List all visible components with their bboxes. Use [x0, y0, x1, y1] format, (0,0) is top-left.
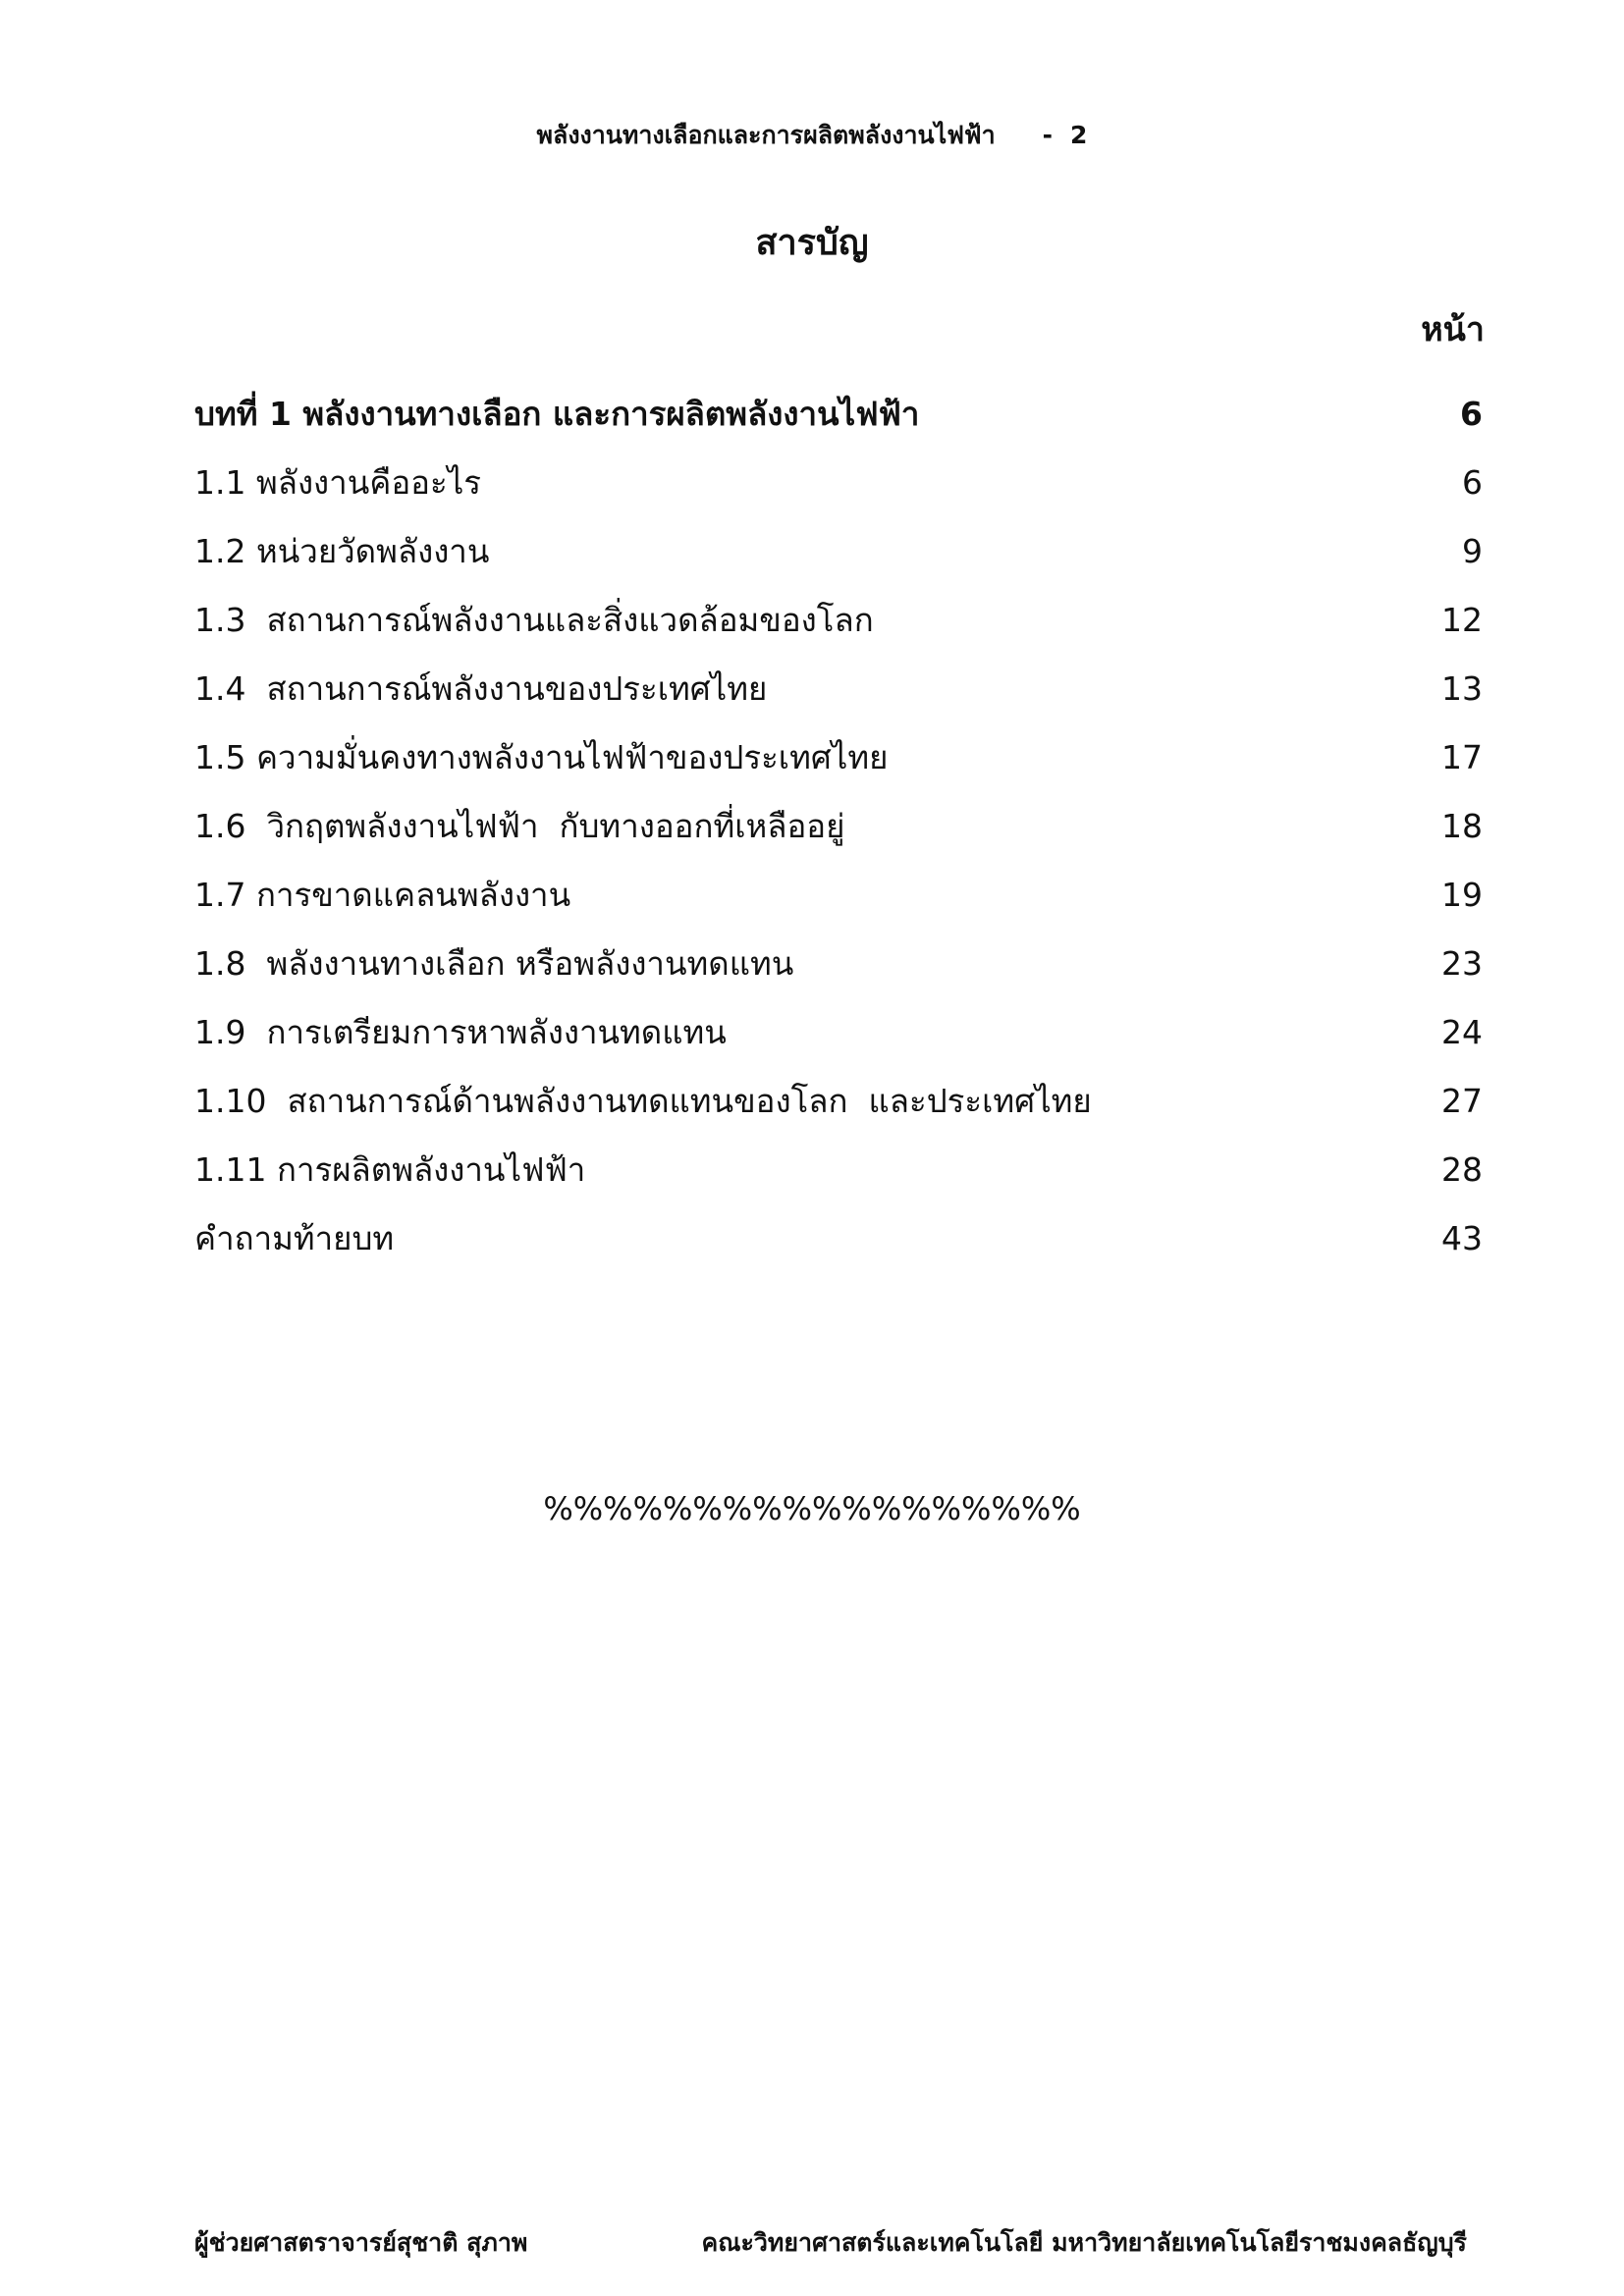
running-header — [0, 116, 1624, 155]
toc-entry-text: 1.2 หน่วยวัดพลังงาน — [194, 532, 490, 570]
header-separator: - — [1042, 121, 1054, 149]
page-column-label: หน้า — [1421, 310, 1485, 349]
toc-entry-text: 1.4 สถานการณ์พลังงานของประเทศไทย — [194, 669, 768, 708]
footer-institution: คณะวิทยาศาสตร์และเทคโนโลยี มหาวิทยาลัยเทคโนโลยีราชมงคลธัญบุรี — [701, 2228, 1467, 2257]
toc-entry-text: คำถามท้ายบท — [194, 1219, 395, 1257]
toc-row[interactable] — [194, 525, 1483, 594]
toc-row[interactable] — [194, 1006, 1483, 1075]
toc-entry-page: 18 — [1441, 807, 1483, 845]
toc-entry-page: 19 — [1441, 876, 1483, 914]
toc-entry-page: 43 — [1441, 1219, 1483, 1257]
toc-entry-page: 23 — [1441, 944, 1483, 983]
toc-entry-text: 1.1 พลังงานคืออะไร — [194, 463, 482, 502]
table-of-contents — [194, 388, 1483, 1281]
toc-entry-page: 6 — [1462, 463, 1483, 502]
section-separator: %%%%%%%%%%%%%%%%%% — [543, 1490, 1081, 1527]
toc-entry-page: 28 — [1441, 1150, 1483, 1189]
toc-row[interactable] — [194, 663, 1483, 731]
footer-author: ผู้ช่วยศาสตราจารย์สุชาติ สุภาพ — [194, 2228, 528, 2257]
toc-entry-page: 12 — [1441, 601, 1483, 639]
toc-row[interactable] — [194, 594, 1483, 663]
toc-row[interactable] — [194, 937, 1483, 1006]
page-title: สารบัญ — [755, 223, 869, 263]
toc-row[interactable] — [194, 731, 1483, 800]
toc-entry-page: 6 — [1460, 395, 1483, 433]
toc-row[interactable] — [194, 1075, 1483, 1144]
toc-row[interactable] — [194, 1212, 1483, 1281]
toc-entry-text: 1.5 ความมั่นคงทางพลังงานไฟฟ้าของประเทศไทย — [194, 738, 889, 776]
header-page-number: 2 — [1070, 121, 1088, 149]
toc-row[interactable] — [194, 456, 1483, 525]
page-footer — [194, 2223, 1467, 2263]
toc-entry-text: 1.10 สถานการณ์ด้านพลังงานทดแทนของโลก และประเทศไทย — [194, 1082, 1092, 1120]
toc-row[interactable] — [194, 1144, 1483, 1212]
toc-entry-text: บทที่ 1 พลังงานทางเลือก และการผลิตพลังงานไฟฟ้า — [194, 395, 920, 433]
toc-entry-text: 1.7 การขาดแคลนพลังงาน — [194, 876, 571, 914]
toc-entry-page: 9 — [1462, 532, 1483, 570]
toc-entry-page: 13 — [1441, 669, 1483, 708]
header-title: พลังงานทางเลือกและการผลิตพลังงานไฟฟ้า — [536, 121, 996, 149]
toc-chapter-row[interactable] — [194, 388, 1483, 456]
toc-entry-text: 1.9 การเตรียมการหาพลังงานทดแทน — [194, 1013, 727, 1051]
toc-row[interactable] — [194, 869, 1483, 937]
toc-entry-text: 1.8 พลังงานทางเลือก หรือพลังงานทดแทน — [194, 944, 794, 983]
toc-entry-page: 17 — [1441, 738, 1483, 776]
toc-row[interactable] — [194, 800, 1483, 869]
toc-entry-page: 27 — [1441, 1082, 1483, 1120]
toc-entry-text: 1.3 สถานการณ์พลังงานและสิ่งแวดล้อมของโลก — [194, 601, 874, 639]
toc-entry-page: 24 — [1441, 1013, 1483, 1051]
toc-entry-text: 1.6 วิกฤตพลังงานไฟฟ้า กับทางออกที่เหลืออยู่ — [194, 807, 845, 845]
toc-entry-text: 1.11 การผลิตพลังงานไฟฟ้า — [194, 1150, 586, 1189]
